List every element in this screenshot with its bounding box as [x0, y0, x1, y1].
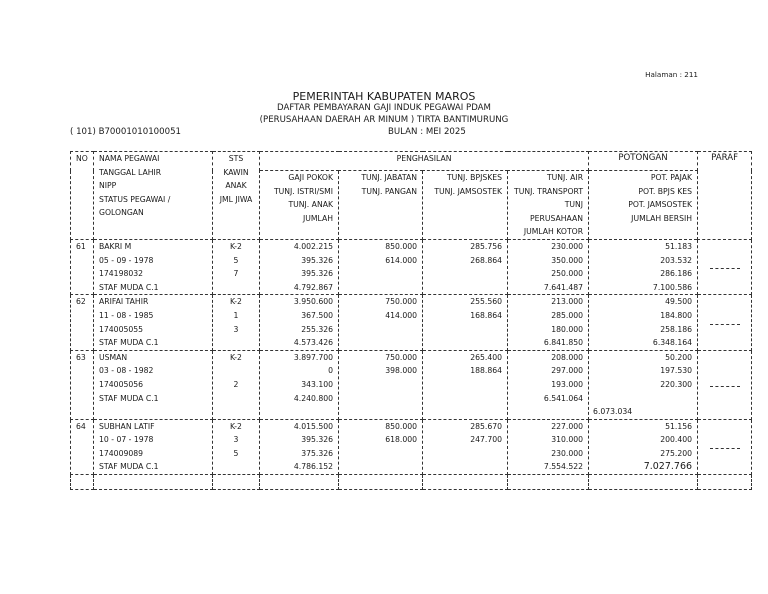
header-line: POT. PAJAK [650, 173, 693, 182]
document-subtitle-company: (PERUSAHAAN DAERAH AR MINUM ) TIRTA BANTIMURUNG [259, 115, 509, 125]
cell-line: K-2 [230, 421, 242, 431]
cell-line: 7.554.522 [543, 462, 584, 472]
cell-line: 4.002.215 [293, 241, 333, 251]
row-air [508, 350, 589, 419]
cell-line: 4.573.426 [293, 338, 333, 348]
cell-line: 174009089 [99, 448, 144, 458]
cell-line: 200.400 [660, 435, 693, 445]
cell-line: 297.000 [551, 366, 584, 376]
row-no: 63 [71, 350, 94, 419]
header-line: NAMA PEGAWAI [99, 154, 160, 163]
header-nama [94, 152, 213, 240]
header-potongan: POTONGAN [589, 152, 698, 171]
row-air [508, 419, 589, 474]
cell-line: 3 [233, 324, 239, 334]
cell-line: 3 [233, 435, 239, 445]
cell-line: 285.000 [551, 310, 584, 320]
header-gaji [260, 171, 339, 240]
header-line: STATUS PEGAWAI / [99, 194, 171, 204]
cell-line: 05 - 09 - 1978 [99, 255, 154, 265]
cell-line: 174005056 [99, 379, 144, 389]
header-line: JUMLAH [302, 213, 333, 223]
cell-line: 230.000 [551, 448, 584, 458]
cell-line: 268.864 [470, 255, 502, 265]
cell-line: 203.532 [660, 255, 693, 265]
header-jabatan [339, 171, 423, 240]
cell-line: 618.000 [385, 435, 417, 445]
cell-line: 398.000 [385, 366, 417, 376]
cell-line: 168.864 [470, 310, 502, 320]
cell-line: 193.000 [551, 379, 584, 389]
signature-line [710, 324, 740, 325]
cell-line: 174005055 [99, 324, 144, 334]
cell-line: 49.500 [665, 297, 693, 307]
header-penghasilan: PENGHASILAN [260, 152, 589, 171]
table-row [71, 350, 752, 419]
row-paraf[interactable] [698, 350, 752, 419]
cell-line: 6.541.064 [543, 393, 584, 403]
cell-line: 5 [233, 448, 239, 458]
cell-line: 258.186 [660, 324, 693, 334]
row-nama [94, 350, 213, 419]
table-row [71, 419, 752, 474]
header-pot [589, 171, 698, 240]
cell-line: 51.156 [665, 421, 693, 431]
row-air [508, 295, 589, 350]
cell-line: 7.641.487 [543, 282, 584, 292]
empty-cell [94, 475, 213, 490]
cell-line: 395.326 [301, 255, 333, 265]
empty-cell [423, 475, 508, 490]
empty-cell [260, 475, 339, 490]
page-number: Halaman : 211 [645, 70, 698, 79]
row-jabatan [339, 295, 423, 350]
header-line: TUNJ. BPJSKES [446, 173, 502, 182]
cell-line: BAKRI M [99, 241, 132, 251]
cell-line: 7.100.586 [652, 282, 693, 292]
cell-line: USMAN [99, 352, 128, 362]
header-line: ANAK [225, 181, 247, 191]
cell-line: 230.000 [551, 241, 584, 251]
cell-line: 11 - 08 - 1985 [99, 310, 154, 320]
row-sts [213, 239, 260, 294]
cell-line: 850.000 [385, 241, 417, 251]
empty-row [71, 475, 752, 490]
cell-line: STAF MUDA C.1 [99, 338, 159, 348]
cell-line: 350.000 [551, 255, 584, 265]
jumlah-bersih-value: 6.073.034 [593, 407, 633, 417]
cell-line: ARIFAI TAHIR [99, 297, 149, 307]
cell-line: 275.200 [660, 448, 693, 458]
row-bpjs [423, 419, 508, 474]
empty-cell [71, 475, 94, 490]
cell-line: 265.400 [470, 352, 502, 362]
row-bpjs [423, 295, 508, 350]
cell-line: 7 [233, 269, 239, 279]
cell-line: K-2 [230, 352, 242, 362]
cell-line: 4.792.867 [293, 282, 333, 292]
cell-line: 7.027.766 [643, 461, 693, 473]
cell-line: K-2 [230, 241, 242, 251]
header-paraf: PARAF [698, 152, 752, 240]
row-gaji [260, 239, 339, 294]
period-label: BULAN : MEI 2025 [388, 127, 466, 137]
empty-cell [213, 475, 260, 490]
header-line: KAWIN [223, 167, 249, 177]
cell-line: 614.000 [385, 255, 417, 265]
cell-line: 375.326 [301, 448, 333, 458]
row-nama [94, 419, 213, 474]
cell-line: 208.000 [551, 352, 584, 362]
header-line: TUNJ. JABATAN [361, 173, 417, 182]
header-line: TUNJ. PANGAN [361, 186, 417, 196]
header-line: JML JIWA [219, 194, 253, 204]
header-line: STS [228, 154, 244, 163]
empty-cell [508, 475, 589, 490]
cell-line: 367.500 [301, 310, 333, 320]
empty-cell [698, 475, 752, 490]
row-gaji [260, 295, 339, 350]
account-code: ( 101) B70001010100051 [70, 127, 182, 137]
document-title: PEMERINTAH KABUPATEN MAROS [292, 90, 476, 103]
row-pot [589, 295, 698, 350]
cell-line: K-2 [230, 297, 242, 307]
cell-line: 188.864 [470, 366, 502, 376]
cell-line: 286.186 [660, 269, 693, 279]
cell-line: 5 [233, 255, 239, 265]
cell-line: 250.000 [551, 269, 584, 279]
header-line: TUNJ. AIR [546, 173, 584, 182]
cell-line: STAF MUDA C.1 [99, 282, 159, 292]
table-header-row [71, 152, 752, 171]
cell-line [594, 392, 692, 406]
header-line: PERUSAHAAN [530, 213, 584, 223]
header-bpjs [423, 171, 508, 240]
cell-line: 285.670 [470, 421, 502, 431]
header-line: TUNJ. TRANSPORT [514, 186, 584, 196]
row-gaji [260, 350, 339, 419]
signature-line [710, 386, 740, 387]
cell-line: 3.897.700 [293, 352, 333, 362]
table-row [71, 295, 752, 350]
row-nama [94, 239, 213, 294]
cell-line: 174198032 [99, 269, 144, 279]
cell-line: 750.000 [385, 297, 417, 307]
cell-line: 395.326 [301, 269, 333, 279]
row-no: 61 [71, 239, 94, 294]
row-nama [94, 295, 213, 350]
row-paraf[interactable] [698, 239, 752, 294]
row-bpjs [423, 239, 508, 294]
cell-line [218, 392, 254, 406]
row-no: 64 [71, 419, 94, 474]
cell-line: 414.000 [385, 310, 417, 320]
cell-line: 255.326 [301, 324, 333, 334]
cell-line [99, 405, 207, 419]
payroll-table [70, 151, 752, 490]
empty-cell [339, 475, 423, 490]
cell-line: 4.240.800 [293, 393, 333, 403]
signature-line [710, 268, 740, 269]
cell-line: 4.015.500 [293, 421, 333, 431]
header-line: GOLONGAN [99, 208, 144, 218]
row-pot [589, 239, 698, 294]
cell-line: 197.530 [660, 366, 693, 376]
header-sts [213, 152, 260, 240]
row-bpjs [423, 350, 508, 419]
cell-line: 50.200 [665, 352, 693, 362]
header-line: POT. BPJS KES [638, 186, 693, 196]
row-no: 62 [71, 295, 94, 350]
cell-line: 247.700 [470, 435, 502, 445]
row-jabatan [339, 239, 423, 294]
header-line: TUNJ [564, 200, 584, 210]
empty-cell [589, 475, 698, 490]
cell-line: 213.000 [551, 297, 584, 307]
table-row [71, 239, 752, 294]
cell-line [218, 364, 254, 378]
header-line: TUNJ. ANAK [288, 200, 333, 210]
row-sts [213, 295, 260, 350]
cell-line: 184.800 [660, 310, 693, 320]
row-jabatan [339, 350, 423, 419]
header-air [508, 171, 589, 240]
row-paraf[interactable] [698, 295, 752, 350]
cell-line: STAF MUDA C.1 [99, 462, 159, 472]
cell-line: 1 [233, 310, 239, 320]
header-line: TANGGAL LAHIR [99, 167, 162, 177]
cell-line: 6.841.850 [543, 338, 584, 348]
cell-line: 10 - 07 - 1978 [99, 435, 154, 445]
document-subtitle: DAFTAR PEMBAYARAN GAJI INDUK PEGAWAI PDAM [277, 103, 491, 113]
cell-line: 227.000 [551, 421, 584, 431]
header-line: POT. JAMSOSTEK [628, 200, 693, 210]
cell-line [218, 460, 254, 474]
cell-line: 750.000 [385, 352, 417, 362]
row-pot [589, 419, 698, 474]
cell-line: 850.000 [385, 421, 417, 431]
cell-line: 255.560 [470, 297, 502, 307]
row-pot [589, 350, 698, 419]
row-sts [213, 419, 260, 474]
cell-line: 285.756 [470, 241, 502, 251]
cell-line: 51.183 [665, 241, 693, 251]
cell-line: 310.000 [551, 435, 584, 445]
signature-line [710, 448, 740, 449]
cell-line [218, 336, 254, 350]
header-line: JUMLAH KOTOR [523, 227, 584, 237]
row-paraf[interactable] [698, 419, 752, 474]
cell-line: 03 - 08 - 1982 [99, 366, 154, 376]
row-jabatan [339, 419, 423, 474]
cell-line: 220.300 [660, 379, 693, 389]
cell-line: 4.786.152 [293, 462, 333, 472]
cell-line: SUBHAN LATIF [99, 421, 155, 431]
header-no: NO [71, 152, 94, 240]
cell-line: 395.326 [301, 435, 333, 445]
row-gaji [260, 419, 339, 474]
cell-line [218, 281, 254, 295]
header-line: JUMLAH BERSIH [631, 213, 693, 223]
cell-line: 6.348.164 [652, 338, 693, 348]
row-sts [213, 350, 260, 419]
header-line: TUNJ. ISTRI/SMI [273, 186, 333, 196]
cell-line: 0 [328, 366, 333, 376]
row-air [508, 239, 589, 294]
header-line: TUNJ. JAMSOSTEK [434, 186, 502, 196]
header-line: GAJI POKOK [288, 173, 333, 182]
cell-line: STAF MUDA C.1 [99, 393, 159, 403]
cell-line: 180.000 [551, 324, 584, 334]
cell-line: 2 [233, 379, 239, 389]
cell-line: 343.100 [301, 379, 333, 389]
cell-line: 3.950.600 [293, 297, 333, 307]
header-line: NIPP [99, 181, 117, 191]
